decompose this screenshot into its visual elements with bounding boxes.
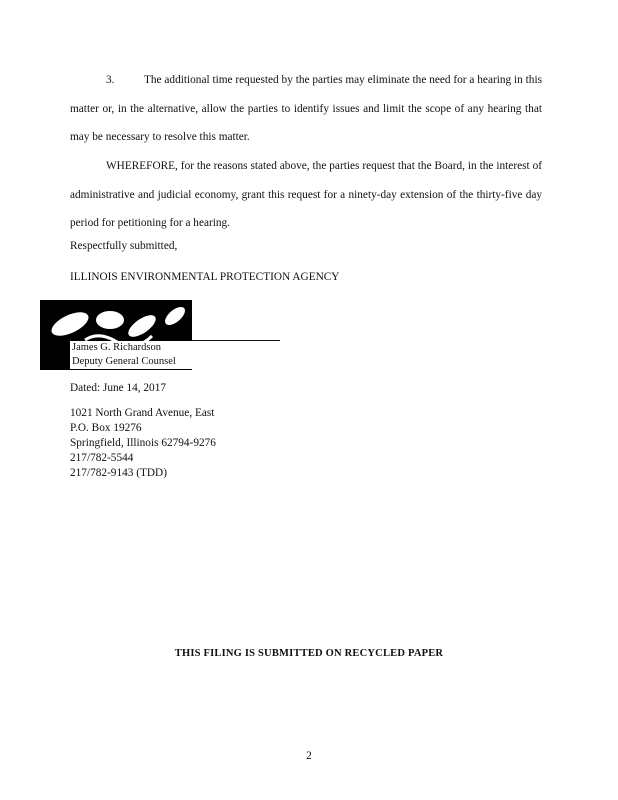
address-po-box: P.O. Box 19276: [70, 422, 142, 434]
closing-line: Respectfully submitted,: [70, 240, 178, 252]
dated-line: Dated: June 14, 2017: [70, 382, 167, 394]
paragraph-3: [70, 66, 542, 152]
signatory: [70, 341, 222, 369]
page-number: 2: [306, 750, 312, 762]
address-phone: 217/782-5544: [70, 452, 134, 464]
agency-name: ILLINOIS ENVIRONMENTAL PROTECTION AGENCY: [70, 271, 340, 283]
address-tdd: 217/782-9143 (TDD): [70, 467, 167, 479]
paragraph-3-text: The additional time requested by the parties may eliminate the need for a hearing in this matter or, in the alternative, allow the parties to identify issues and limit the scope of any hearing that may be necessary to resolve this matter.: [70, 74, 542, 143]
signatory-name: James G. Richardson: [72, 342, 161, 353]
recycled-paper-footer: THIS FILING IS SUBMITTED ON RECYCLED PAPER: [174, 648, 444, 659]
wherefore-text: WHEREFORE, for the reasons stated above, the parties request that the Board, in the interest of administrative and judicial economy, grant this request for a ninety-day extension of the thirty-five day period for petitioning for a hearing.: [70, 160, 542, 229]
signature-block: [40, 300, 240, 370]
paragraph-number: 3.: [106, 74, 115, 86]
address-city: Springfield, Illinois 62794-9276: [70, 437, 216, 449]
address-block: [70, 406, 216, 481]
signatory-title: Deputy General Counsel: [72, 356, 176, 367]
address-street: 1021 North Grand Avenue, East: [70, 407, 215, 419]
wherefore-paragraph: [70, 152, 542, 238]
